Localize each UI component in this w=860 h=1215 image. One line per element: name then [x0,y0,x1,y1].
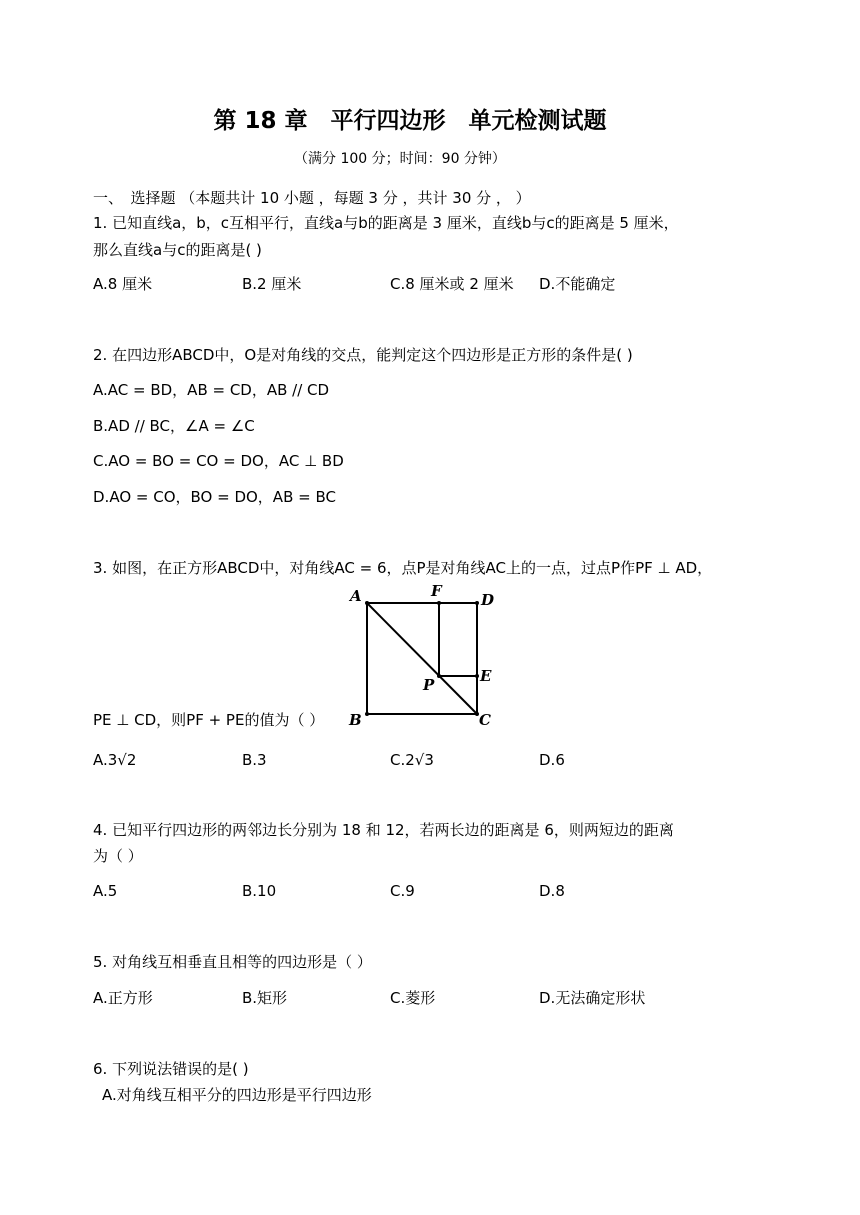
diagonal-ac [367,603,477,714]
question-2-option-b: B.AD // BC，∠A = ∠C [93,417,255,435]
question-1-option-d: D.不能确定 [539,275,616,293]
question-1-option-c: C.8 厘米或 2 厘米 [390,275,514,293]
question-1-option-b: B.2 厘米 [242,275,302,293]
question-5-option-b: B.矩形 [242,989,288,1007]
question-5-option-d: D.无法确定形状 [539,989,646,1007]
question-3-option-d: D.6 [539,751,565,769]
label-c: C [479,711,491,729]
question-3-option-c: C.2√3 [390,751,434,769]
square-diagram [340,585,520,735]
question-1-stem-line2: 那么直线a与c的距离是( ) [93,241,262,259]
question-2-option-a: A.AC = BD，AB = CD，AB // CD [93,381,330,399]
question-4-stem-line2: 为（ ） [93,847,143,865]
question-3-option-a: A.3√2 [93,751,137,769]
question-3-stem-line2: PE ⊥ CD，则PF + PE的值为（ ） [93,711,325,729]
question-6-stem: 6. 下列说法错误的是( ) [93,1060,249,1078]
question-4-stem-line1: 4. 已知平行四边形的两邻边长分别为 18 和 12，若两长边的距离是 6，则两短边的距离 [93,821,674,839]
question-4-option-a: A.5 [93,882,118,900]
question-5-option-c: C.菱形 [390,989,436,1007]
question-1-stem-line1: 1. 已知直线a，b，c互相平行，直线a与b的距离是 3 厘米，直线b与c的距离是 5 厘米， [93,214,679,232]
section-header: 一、 选择题 （本题共计 10 小题 ，每题 3 分 ，共计 30 分 ， ） [93,189,531,207]
question-5-stem: 5. 对角线互相垂直且相等的四边形是（ ） [93,953,372,971]
question-3-option-b: B.3 [242,751,267,769]
label-d: D [481,591,495,609]
label-f: F [431,585,442,600]
label-e: E [480,667,492,685]
question-3-stem-line1: 3. 如图，在正方形ABCD中，对角线AC = 6，点P是对角线AC上的一点，过点P作PF ⊥ AD， [93,559,713,577]
question-6-option-a: A.对角线互相平分的四边形是平行四边形 [102,1086,372,1104]
label-p: P [423,676,435,694]
question-1-option-a: A.8 厘米 [93,275,153,293]
question-5-option-a: A.正方形 [93,989,153,1007]
question-4-option-d: D.8 [539,882,565,900]
page-title: 第 18 章 平行四边形 单元检测试题 [213,108,607,134]
question-2-option-d: D.AO = CO，BO = DO，AB = BC [93,488,336,506]
question-4-option-b: B.10 [242,882,277,900]
label-b: B [349,711,362,729]
label-a: A [350,587,362,605]
question-4-option-c: C.9 [390,882,415,900]
question-2-stem: 2. 在四边形ABCD中，O是对角线的交点，能判定这个四边形是正方形的条件是( ) [93,346,633,364]
question-2-option-c: C.AO = BO = CO = DO，AC ⊥ BD [93,452,344,470]
page-subtitle: （满分 100 分；时间：90 分钟） [294,151,506,167]
